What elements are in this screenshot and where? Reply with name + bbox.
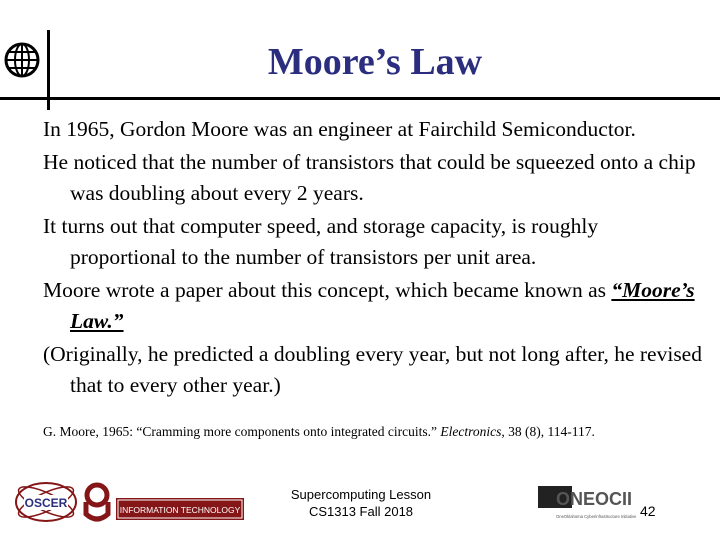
moores-law-emphasis: “Moore’s Law.” (70, 278, 695, 333)
horizontal-rule (0, 97, 720, 100)
ou-logo-icon (80, 480, 114, 524)
citation-prefix: G. Moore, 1965: “Cramming more components onto integrated circuits.” (43, 424, 441, 439)
footer-lesson (268, 486, 454, 520)
paragraph-speed-storage: It turns out that computer speed, and storage capacity, is roughly proportional to the number of transistors per unit area. (43, 214, 599, 269)
information-technology-logo-icon (116, 480, 246, 524)
footer-line-1: Supercomputing Lesson (290, 487, 432, 502)
paragraph-originally: (Originally, he predicted a doubling every year, but not long after, he revised that to every other year.) (43, 342, 702, 397)
oscer-logo-icon (14, 480, 78, 524)
slide-title: Moore’s Law (267, 41, 483, 83)
paragraph-moores-law-text: Moore wrote a paper about this concept, which became known as (43, 278, 612, 302)
page-number: 42 (640, 503, 656, 519)
paragraph-moore-1965: In 1965, Gordon Moore was an engineer at Fairchild Semiconductor. (43, 117, 636, 141)
paragraph-transistors: He noticed that the number of transistors that could be squeezed onto a chip was doubling about every 2 years. (43, 150, 696, 205)
citation-journal: Electronics (440, 424, 502, 439)
citation-suffix: , 38 (8), 114-117. (501, 424, 595, 439)
slide-body (43, 114, 708, 403)
footer-line-2: CS1313 Fall 2018 (308, 504, 414, 519)
it-logo-text: INFORMATION TECHNOLOGY (119, 505, 241, 515)
oneocii-logo-tagline: OneOklahoma Cyberinfrastructure Initiative (556, 514, 637, 519)
oneocii-logo-text: ONEOCII (556, 489, 633, 509)
oneocii-logo-icon (538, 480, 638, 524)
citation (43, 424, 703, 440)
paragraph-moores-law (43, 275, 708, 337)
oscer-logo-text: OSCER (24, 496, 68, 510)
globe-logo-icon (4, 42, 40, 78)
